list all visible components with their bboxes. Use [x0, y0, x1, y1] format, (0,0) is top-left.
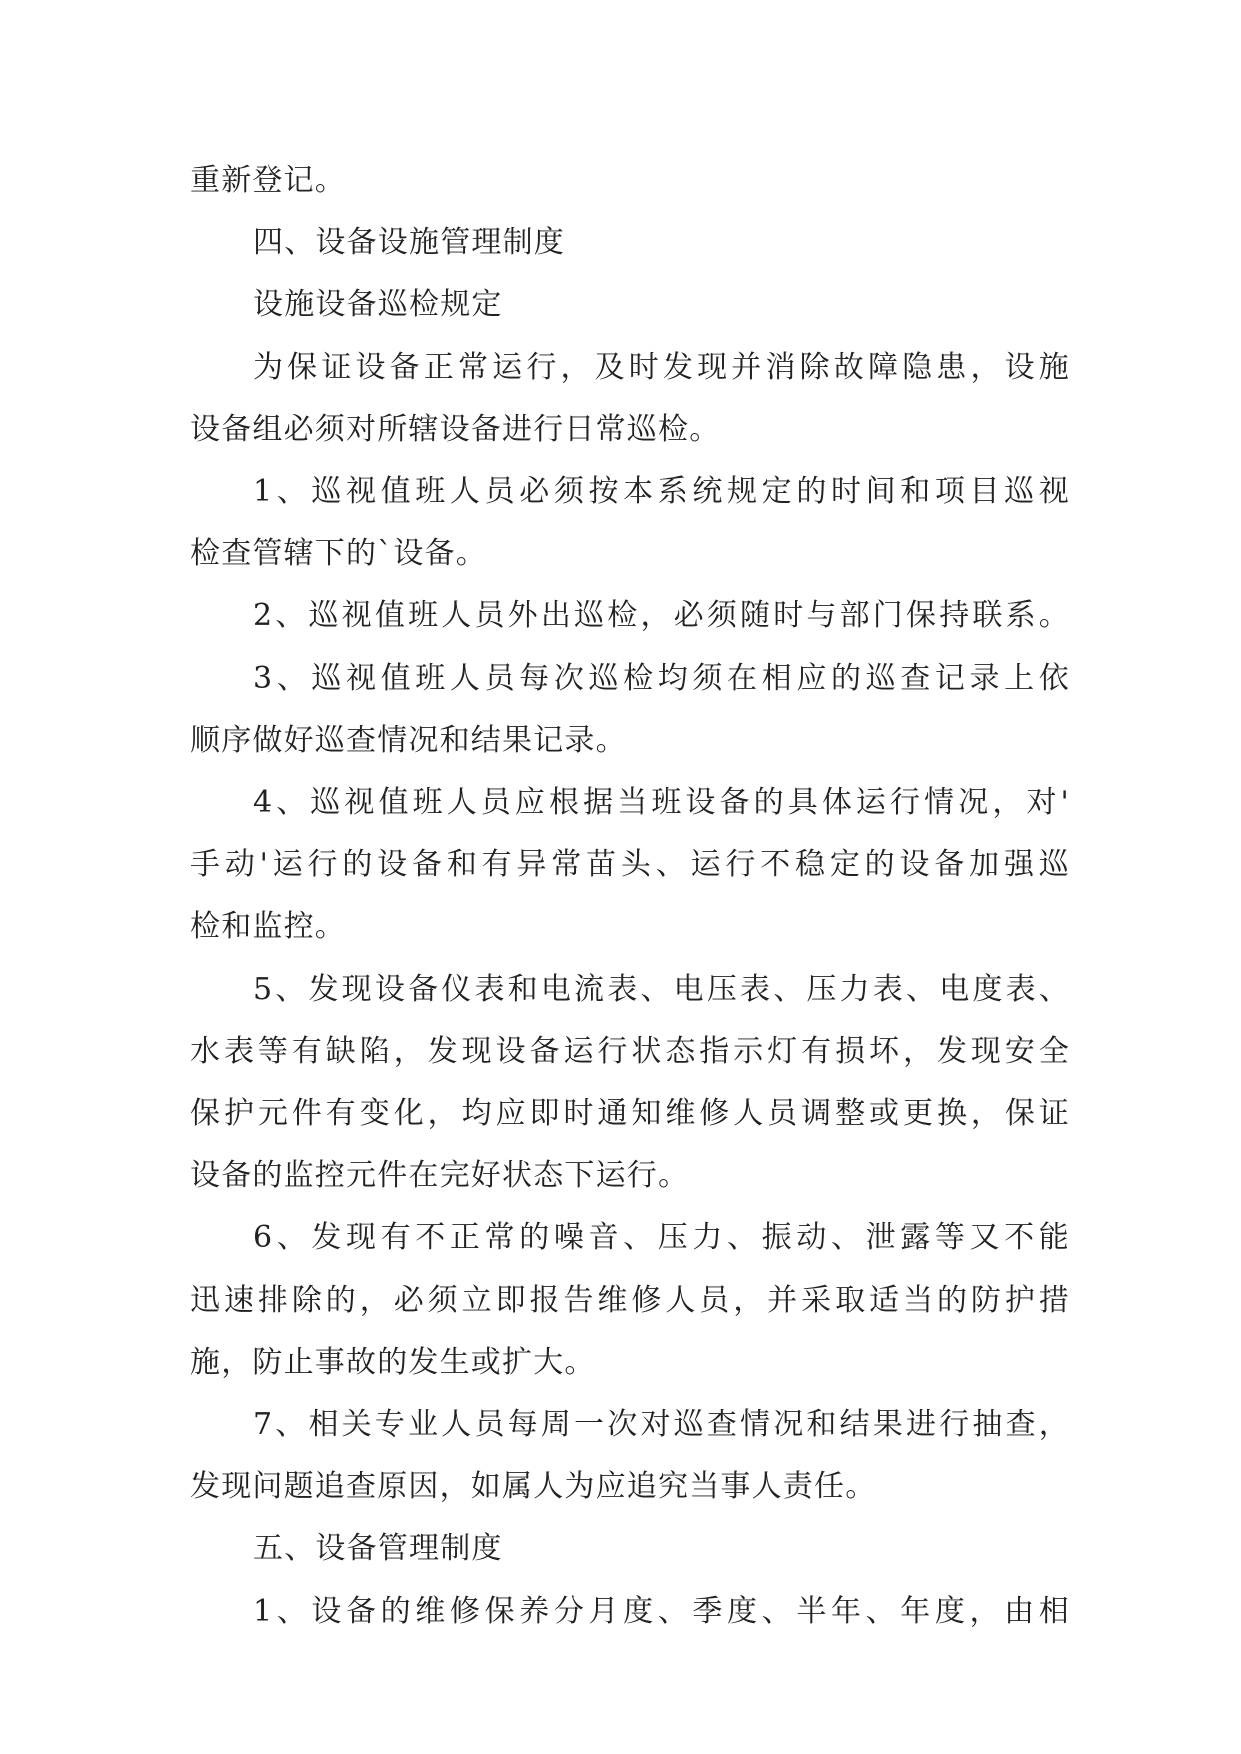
document-body	[190, 150, 1070, 1643]
text-line: 7、相关专业人员每周一次对巡查情况和结果进行抽查，	[253, 1407, 1070, 1443]
text-line: 水表等有缺陷，发现设备运行状态指示灯有损坏，发现安全	[190, 1033, 1070, 1069]
text-line: 4、巡视值班人员应根据当班设备的具体运行情况，对'	[253, 785, 1070, 821]
text-line: 检和监控。	[190, 909, 346, 945]
text-line: 保护元件有变化，均应即时通知维修人员调整或更换，保证	[190, 1096, 1070, 1132]
text-line: 5、发现设备仪表和电流表、电压表、压力表、电度表、	[253, 971, 1070, 1007]
text-line: 重新登记。	[190, 163, 346, 198]
text-line: 施，防止事故的发生或扩大。	[190, 1344, 596, 1380]
text-line: 检查管辖下的`设备。	[190, 536, 487, 572]
text-line: 1、巡视值班人员必须按本系统规定的时间和项目巡视	[253, 474, 1070, 510]
text-line: 迅速排除的，必须立即报告维修人员，并采取适当的防护措	[190, 1282, 1070, 1318]
text-line: 2、巡视值班人员外出巡检，必须随时与部门保持联系。	[253, 598, 1070, 634]
text-line: 发现问题追查原因，如属人为应追究当事人责任。	[190, 1469, 877, 1505]
text-line: 6、发现有不正常的噪音、压力、振动、泄露等又不能	[253, 1220, 1070, 1256]
text-line: 1、设备的维修保养分月度、季度、半年、年度，由相	[253, 1593, 1070, 1629]
text-line: 顺序做好巡查情况和结果记录。	[190, 722, 627, 758]
text-line: 3、巡视值班人员每次巡检均须在相应的巡查记录上依	[253, 660, 1070, 696]
text-line: 四、设备设施管理制度	[253, 225, 565, 261]
text-line: 设备组必须对所辖设备进行日常巡检。	[190, 411, 721, 447]
text-line: 为保证设备正常运行，及时发现并消除故障隐患，设施	[253, 349, 1070, 385]
text-line: 五、设备管理制度	[253, 1531, 503, 1567]
text-line: 手动'运行的设备和有异常苗头、运行不稳定的设备加强巡	[190, 847, 1070, 883]
text-line: 设施设备巡检规定	[253, 287, 503, 323]
text-line: 设备的监控元件在完好状态下运行。	[190, 1158, 690, 1194]
